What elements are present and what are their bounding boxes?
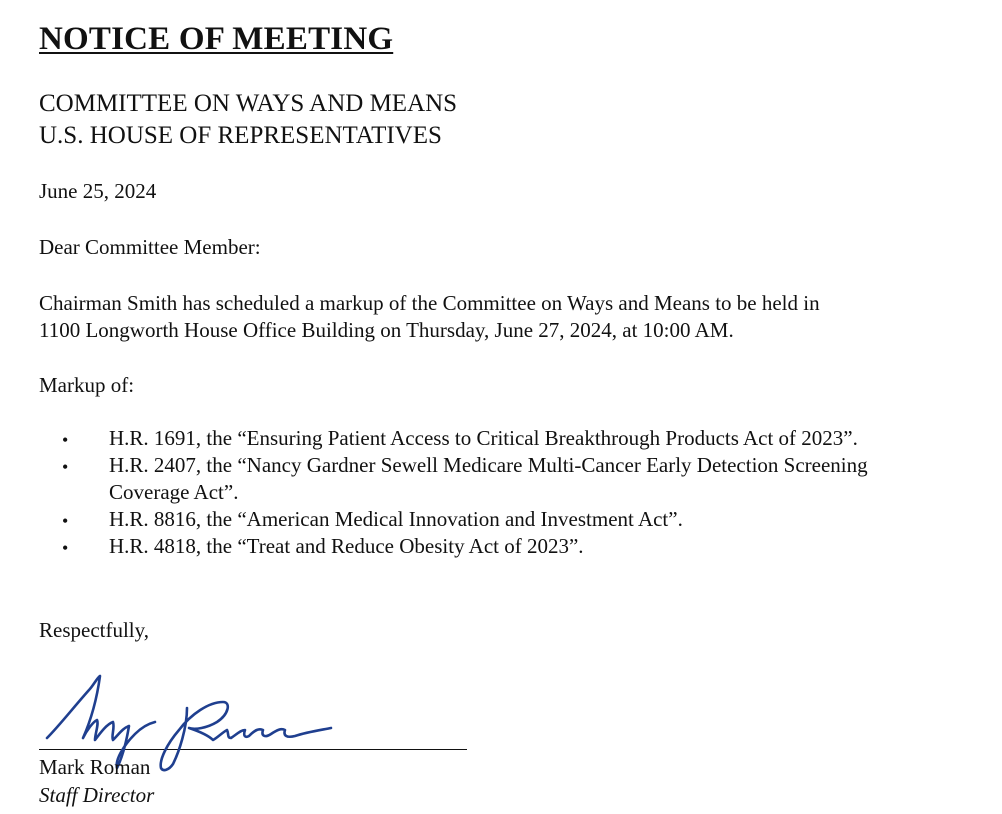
bill-item — [62, 506, 989, 533]
bullet-icon: • — [62, 457, 69, 477]
bullet-icon: • — [62, 511, 69, 531]
bullet-icon: • — [62, 430, 69, 450]
committee-name: COMMITTEE ON WAYS AND MEANS — [39, 90, 458, 117]
bill-list — [62, 425, 989, 560]
bill-item — [62, 533, 989, 560]
bill-item — [62, 425, 989, 452]
bullet-icon: • — [62, 538, 69, 558]
salutation: Dear Committee Member: — [39, 235, 261, 259]
chamber-name: U.S. HOUSE OF REPRESENTATIVES — [39, 122, 442, 149]
bill-text: H.R. 8816, the “American Medical Innovation and Investment Act”. — [109, 507, 683, 531]
signer-title: Staff Director — [39, 783, 155, 807]
bill-item — [62, 452, 989, 506]
body-line-1: Chairman Smith has scheduled a markup of the Committee on Ways and Means to be held in — [39, 291, 820, 315]
bill-text: H.R. 2407, the “Nancy Gardner Sewell Medicare Multi-Cancer Early Detection Screening Coverage Act”. — [109, 453, 868, 504]
bill-text: H.R. 4818, the “Treat and Reduce Obesity Act of 2023”. — [109, 534, 584, 558]
notice-title: NOTICE OF MEETING — [39, 21, 394, 57]
closing: Respectfully, — [39, 618, 150, 642]
signer-name: Mark Roman — [39, 755, 151, 779]
body-line-2: 1100 Longworth House Office Building on Thursday, June 27, 2024, at 10:00 AM. — [39, 318, 734, 342]
notice-date: June 25, 2024 — [39, 179, 157, 203]
bill-text: H.R. 1691, the “Ensuring Patient Access to Critical Breakthrough Products Act of 2023”. — [109, 426, 858, 450]
markup-label: Markup of: — [39, 373, 135, 397]
